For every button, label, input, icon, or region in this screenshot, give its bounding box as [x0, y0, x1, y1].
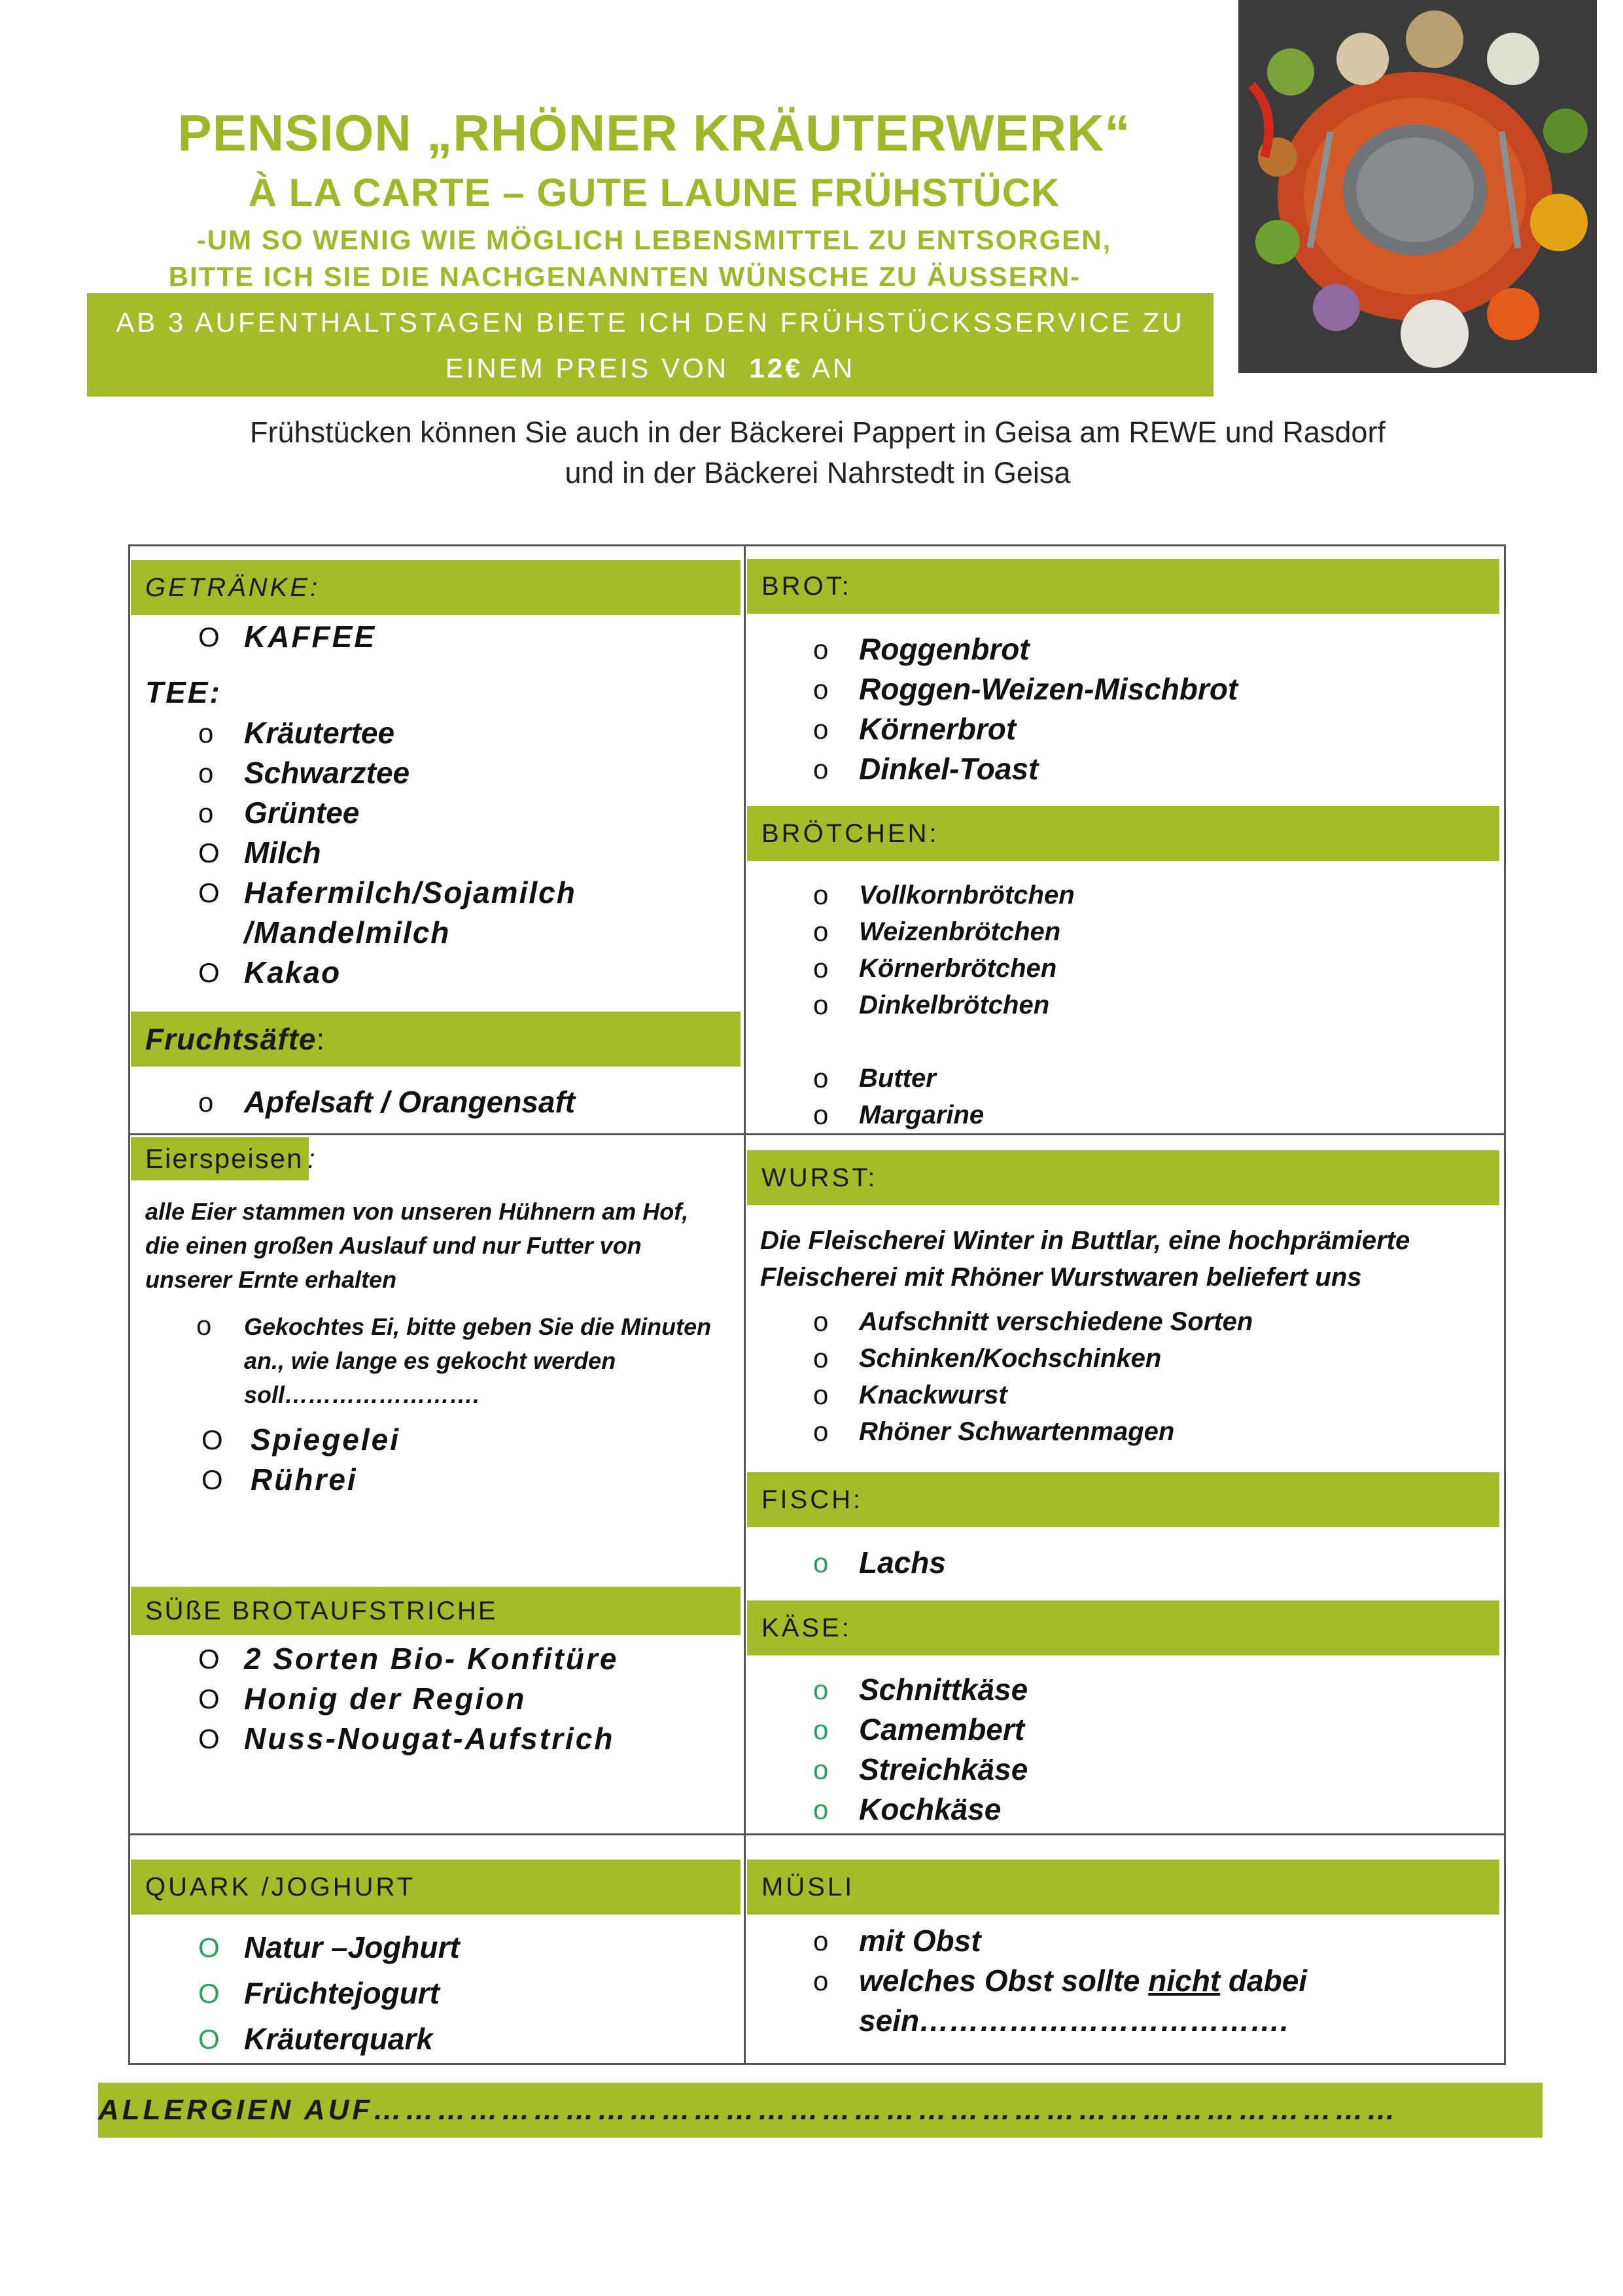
kaese-schnittkaese[interactable]: o Schnittkäse — [813, 1672, 1028, 1706]
drink-kakao[interactable]: O Kakao — [198, 955, 341, 989]
brot-mischbrot[interactable]: o Roggen-Weizen-Mischbrot — [813, 672, 1238, 706]
bakery-note-line-1: Frühstücken können Sie auch in der Bäckerei Pappert in Geisa am REWE und Rasdorf — [250, 415, 1386, 449]
fisch-lachs[interactable]: o Lachs — [813, 1545, 946, 1580]
tee-schwarztee[interactable]: o Schwarztee — [198, 756, 410, 790]
tee-gruentee[interactable]: o Grüntee — [198, 796, 360, 830]
table-divider-row-2 — [128, 1833, 1506, 1835]
price-banner — [87, 293, 1213, 397]
spread-margarine[interactable]: o Margarine — [813, 1099, 985, 1130]
table-divider-row-1 — [128, 1133, 1506, 1135]
section-header-kaese: KÄSE: — [747, 1600, 1499, 1655]
broetchen-vollkorn[interactable]: o Vollkornbrötchen — [813, 879, 1075, 910]
quark-fruechtejogurt[interactable]: O Früchtejogurt — [198, 1976, 440, 2010]
drink-mandelmilch: /Mandelmilch — [244, 915, 451, 949]
eier-boiled-bullet: o — [196, 1310, 212, 1341]
eier-gekocht[interactable]: Gekochtes Ei, bitte geben Sie die Minuten an., wie lange es gekocht werden soll……………………. — [244, 1313, 712, 1408]
wurst-schwartenmagen[interactable]: o Rhöner Schwartenmagen — [813, 1416, 1175, 1447]
kaese-streichkaese[interactable]: o Streichkäse — [813, 1752, 1028, 1786]
tee-kraeutertee[interactable]: o Kräutertee — [198, 716, 395, 750]
wurst-schinken[interactable]: o Schinken/Kochschinken — [813, 1343, 1162, 1373]
brot-roggenbrot[interactable]: o Roggenbrot — [813, 632, 1030, 666]
muesli-obst-ausschluss[interactable]: o welches Obst sollte nicht dabei sein………………………………. — [813, 1964, 1308, 2038]
page-subtitle: À LA CARTE – GUTE LAUNE FRÜHSTÜCK — [248, 171, 1060, 215]
eier-ruehrei[interactable]: O Rührei — [201, 1462, 358, 1496]
bakery-note — [131, 412, 1505, 493]
suesse-nuss-nougat[interactable]: O Nuss-Nougat-Aufstrich — [198, 1722, 615, 1756]
section-header-suesse: SÜßE BROTAUFSTRICHE — [131, 1587, 741, 1635]
quark-kraeuterquark[interactable]: O Kräuterquark — [198, 2022, 433, 2056]
wurst-knackwurst[interactable]: o Knackwurst — [813, 1379, 1007, 1410]
bakery-note-line-2: und in der Bäckerei Nahrstedt in Geisa — [565, 456, 1071, 489]
kaese-kochkaese[interactable]: o Kochkäse — [813, 1792, 1002, 1826]
section-header-fisch: FISCH: — [747, 1472, 1499, 1527]
wurst-aufschnitt[interactable]: o Aufschnitt verschiedene Sorten — [813, 1306, 1253, 1337]
section-header-broetchen: BRÖTCHEN: — [747, 806, 1499, 861]
wurst-intro: Die Fleischerei Winter in Buttlar, eine hochprämierte Fleischerei mit Rhöner Wurstwaren beliefert uns — [760, 1226, 1410, 1292]
eier-intro: alle Eier stammen von unseren Hühnern am Hof, die einen großen Auslauf und nur Futter von unserer Ernte erhalten — [145, 1198, 689, 1293]
quark-natur-joghurt[interactable]: O Natur –Joghurt — [198, 1930, 460, 1964]
kaese-camembert[interactable]: o Camembert — [813, 1712, 1025, 1746]
section-header-eierspeisen: Eierspeisen — [131, 1137, 309, 1180]
section-header-getraenke: GETRÄNKE: — [131, 560, 741, 615]
suesse-honig[interactable]: O Honig der Region — [198, 1682, 527, 1716]
tee-heading: TEE: — [145, 675, 222, 709]
broetchen-koerner[interactable]: o Körnerbrötchen — [813, 953, 1057, 983]
drink-milch[interactable]: O Milch — [198, 836, 321, 870]
section-header-fruchtsaefte: Fruchtsäfte: — [131, 1012, 741, 1067]
price-value: 12€ — [749, 353, 803, 383]
intro-line-1: -UM SO WENIG WIE MÖGLICH LEBENSMITTEL ZU ENTSORGEN, — [196, 224, 1112, 255]
allergien-field[interactable]: ALLERGIEN AUF…………………………………………………………………………………… — [98, 2083, 1543, 2138]
eier-spiegelei[interactable]: O Spiegelei — [201, 1422, 400, 1457]
drink-hafermilch[interactable]: O Hafermilch/Sojamilch — [198, 875, 576, 910]
section-header-quark: QUARK /JOGHURT — [131, 1860, 741, 1915]
juice-apfel-orange[interactable]: o Apfelsaft / Orangensaft — [198, 1085, 576, 1119]
page-title: PENSION „RHÖNER KRÄUTERWERK“ — [177, 104, 1131, 162]
spices-photo — [1238, 0, 1597, 373]
banner-line-2: EINEM PREIS VON 12€ AN — [445, 353, 856, 383]
intro-line-2: BITTE ICH SIE DIE NACHGENANNTEN WÜNSCHE ZU ÄUSSERN- — [168, 261, 1081, 292]
header — [85, 101, 1223, 295]
brot-dinkel-toast[interactable]: o Dinkel-Toast — [813, 752, 1039, 786]
spread-butter[interactable]: o Butter — [813, 1063, 936, 1093]
section-header-wurst: WURST: — [747, 1150, 1499, 1205]
section-header-brot: BROT: — [747, 559, 1499, 614]
drink-kaffee[interactable]: O KAFFEE — [198, 620, 376, 654]
spices-plate-illustration — [1238, 0, 1597, 373]
suesse-konfituere[interactable]: O 2 Sorten Bio- Konfitüre — [198, 1642, 619, 1676]
brot-koernerbrot[interactable]: o Körnerbrot — [813, 712, 1017, 746]
section-header-muesli: MÜSLI — [747, 1860, 1499, 1915]
eierspeisen-colon: : — [307, 1143, 315, 1174]
banner-line-1: AB 3 AUFENTHALTSTAGEN BIETE ICH DEN FRÜHSTÜCKSSERVICE ZU — [116, 307, 1185, 338]
broetchen-weizen[interactable]: o Weizenbrötchen — [813, 916, 1061, 947]
table-divider-vertical — [744, 544, 746, 2065]
muesli-mit-obst[interactable]: o mit Obst — [813, 1924, 981, 1958]
broetchen-dinkel[interactable]: o Dinkelbrötchen — [813, 989, 1050, 1020]
